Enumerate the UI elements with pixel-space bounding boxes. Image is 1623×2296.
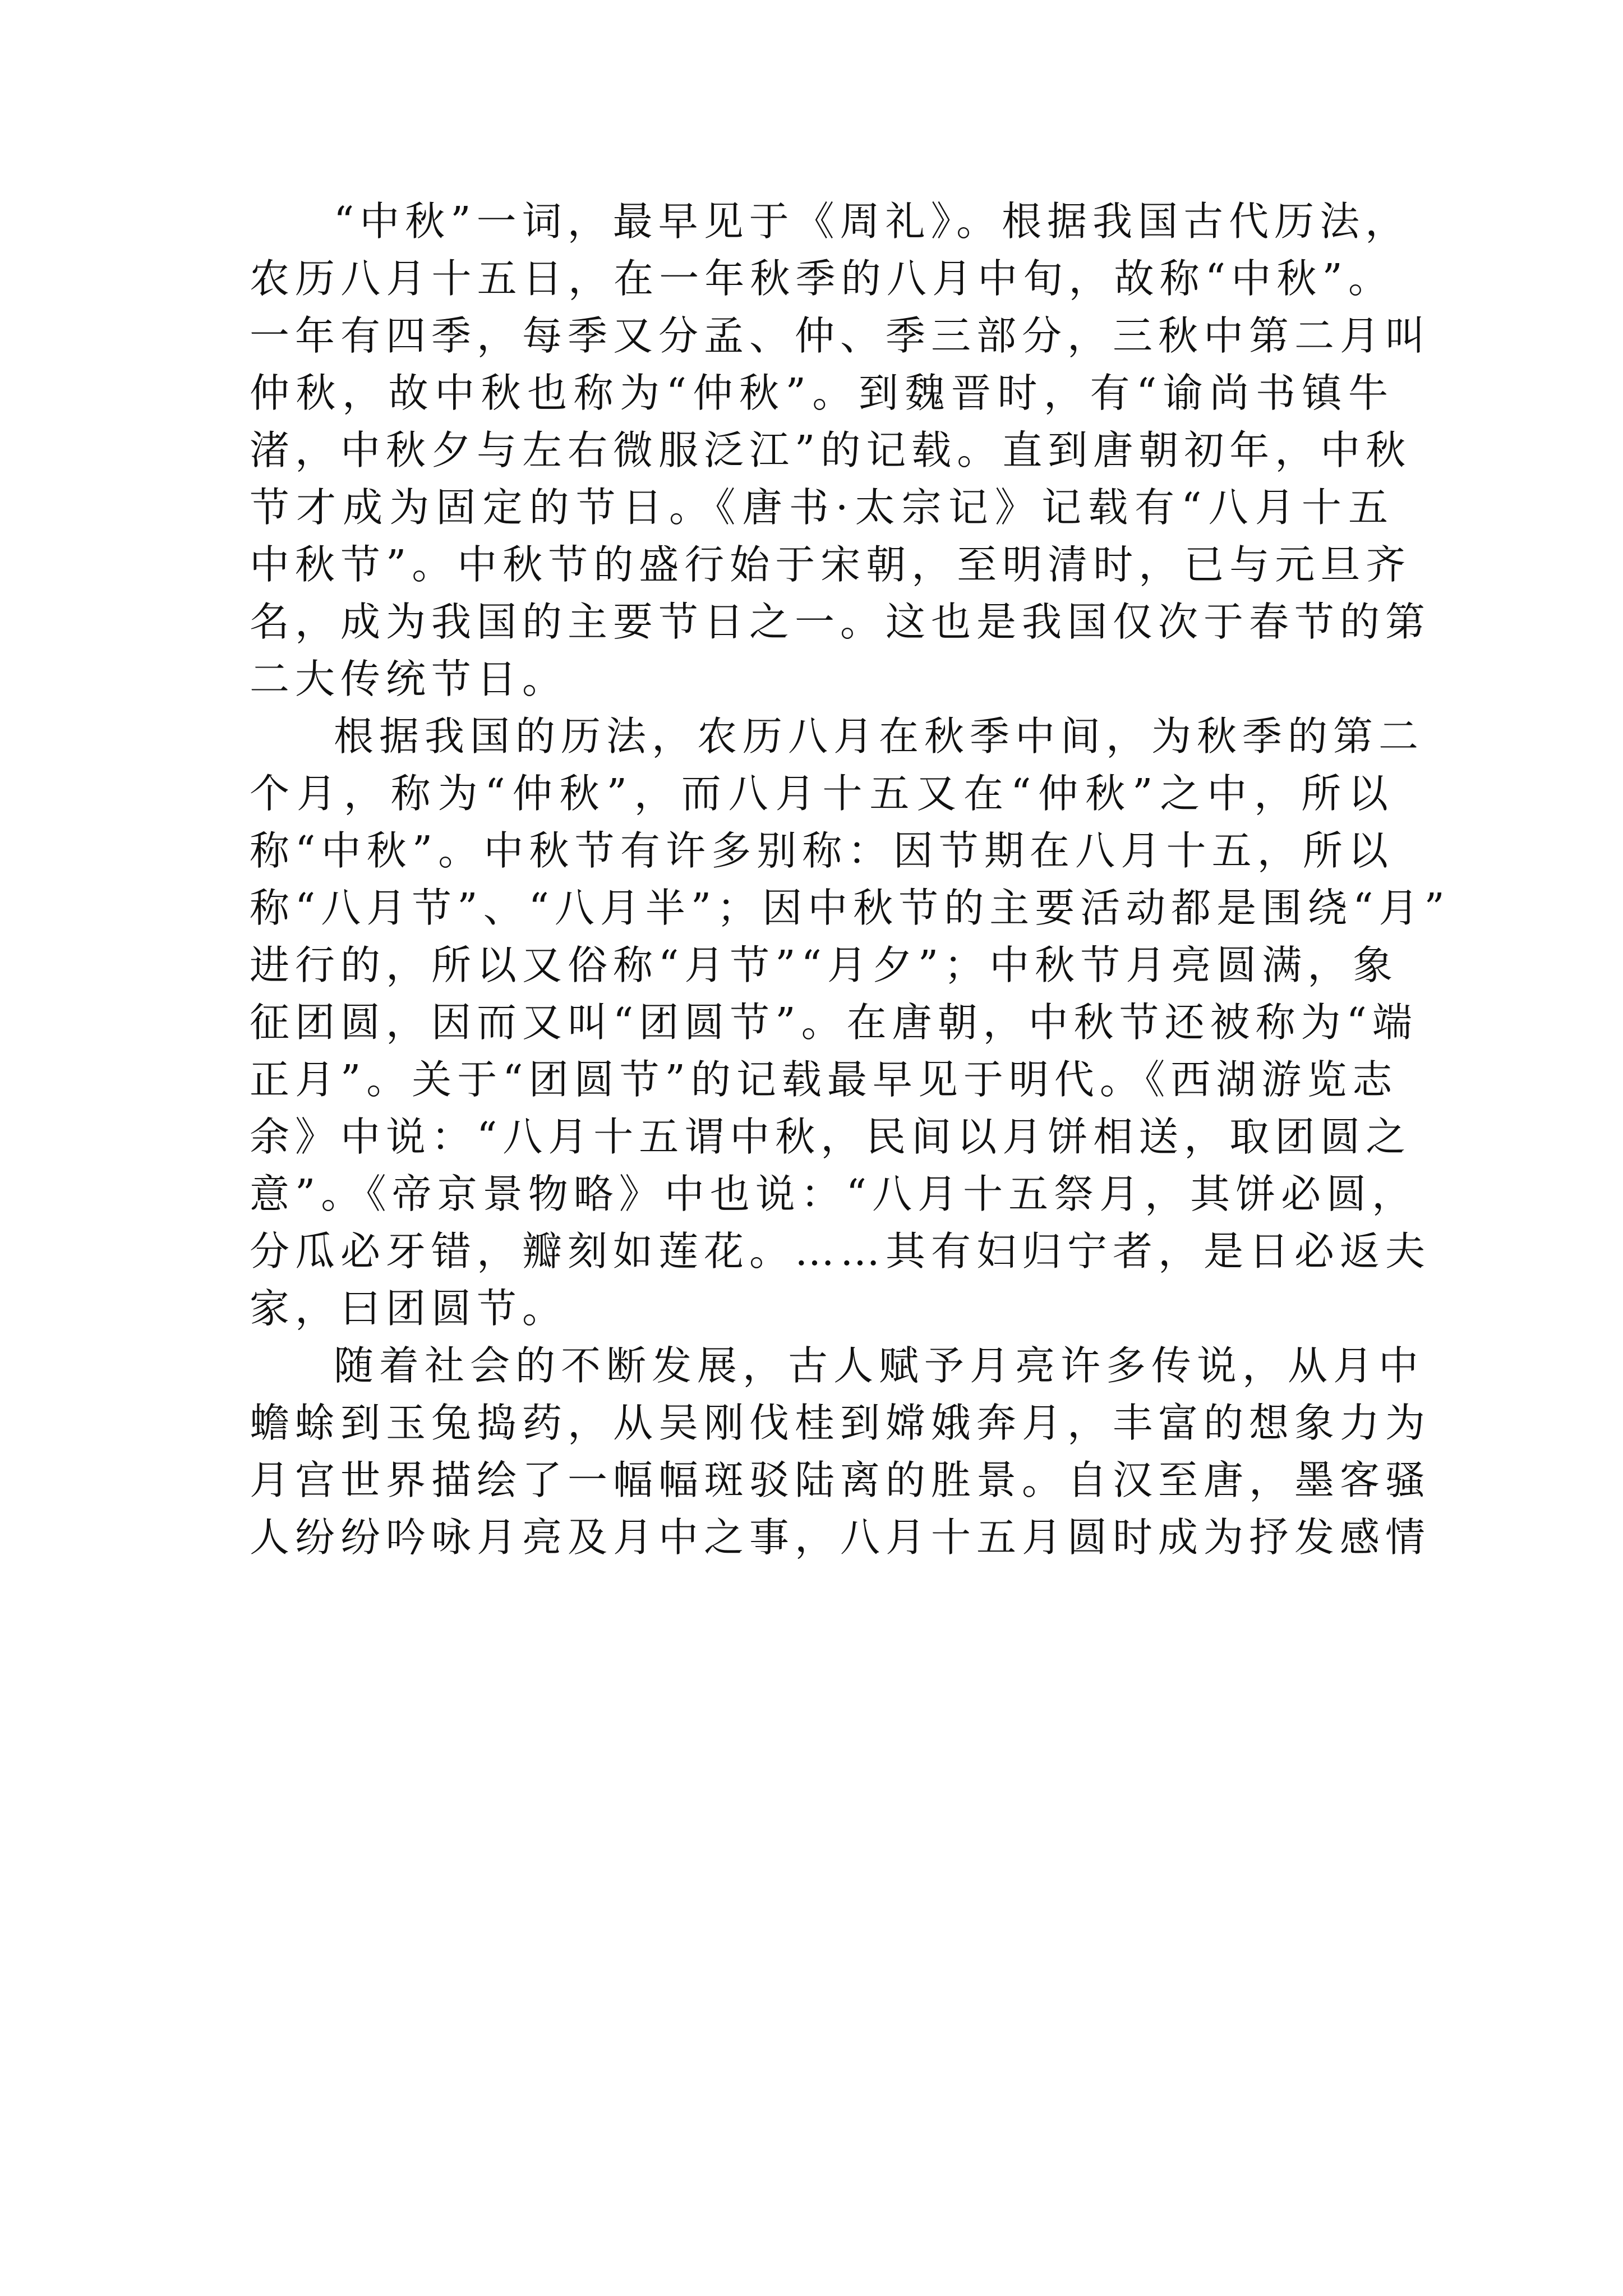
paragraph-line: 征团圆，因而又叫“团圆节”。在唐朝，中秋节还被称为“端: [250, 999, 1418, 1046]
paragraph-1: [250, 193, 1431, 708]
paragraph-line: 月宫世界描绘了一幅幅斑驳陆离的胜景。自汉至唐，墨客骚: [250, 1457, 1431, 1503]
paragraph-line: 蟾蜍到玉兔捣药，从吴刚伐桂到嫦娥奔月，丰富的想象力为: [250, 1400, 1431, 1446]
paragraph-line: 个月，称为“仲秋”，而八月十五又在“仲秋”之中，所以: [250, 770, 1394, 817]
paragraph-line: 渚，中秋夕与左右微服泛江”的记载。直到唐朝初年，中秋: [250, 427, 1412, 473]
paragraph-line: 进行的，所以又俗称“月节”“月夕”；中秋节月亮圆满，象: [250, 942, 1399, 988]
document-body: [250, 193, 1450, 1566]
paragraph-line: 名，成为我国的主要节日之一。这也是我国仅次于春节的第: [250, 599, 1431, 645]
paragraph-line: 一年有四季，每季又分孟、仲、季三部分，三秋中第二月叫: [250, 312, 1431, 359]
paragraph-line: 仲秋，故中秋也称为“仲秋”。到魏晋时，有“谕尚书镇牛: [250, 370, 1394, 416]
paragraph-line: “中秋”一词，最早见于《周礼》。根据我国古代历法，: [334, 198, 1411, 245]
paragraph-line: 人纷纷吟咏月亮及月中之事，八月十五月圆时成为抒发感情: [250, 1514, 1431, 1561]
paragraph-line: 中秋节”。中秋节的盛行始于宋朝，至明清时，已与元旦齐: [250, 541, 1412, 588]
paragraph-3: [250, 1337, 1431, 1566]
paragraph-line: 二大传统节日。: [250, 656, 568, 702]
paragraph-line: 根据我国的历法，农历八月在秋季中间，为秋季的第二: [334, 713, 1424, 760]
paragraph-line: 分瓜必牙错，瓣刻如莲花。……其有妇归宁者，是日必返夫: [250, 1228, 1431, 1274]
paragraph-line: 农历八月十五日，在一年秋季的八月中旬，故称“中秋”。: [250, 255, 1394, 302]
paragraph-line: 家，曰团圆节。: [250, 1285, 568, 1332]
paragraph-line: 余》中说：“八月十五谓中秋，民间以月饼相送，取团圆之: [250, 1114, 1412, 1160]
paragraph-2: [250, 708, 1450, 1337]
paragraph-line: 节才成为固定的节日。《唐书·太宗记》记载有“八月十五: [250, 484, 1394, 531]
paragraph-line: 称“中秋”。中秋节有许多别称：因节期在八月十五，所以: [250, 827, 1394, 874]
paragraph-line: 意”。《帝京景物略》中也说：“八月十五祭月，其饼必圆，: [250, 1171, 1418, 1217]
paragraph-line: 随着社会的不断发展，古人赋予月亮许多传说，从月中: [334, 1342, 1424, 1389]
paragraph-line: 正月”。关于“团圆节”的记载最早见于明代。《西湖游览志: [250, 1056, 1398, 1103]
paragraph-line: 称“八月节”、“八月半”；因中秋节的主要活动都是围绕“月”: [250, 885, 1450, 931]
